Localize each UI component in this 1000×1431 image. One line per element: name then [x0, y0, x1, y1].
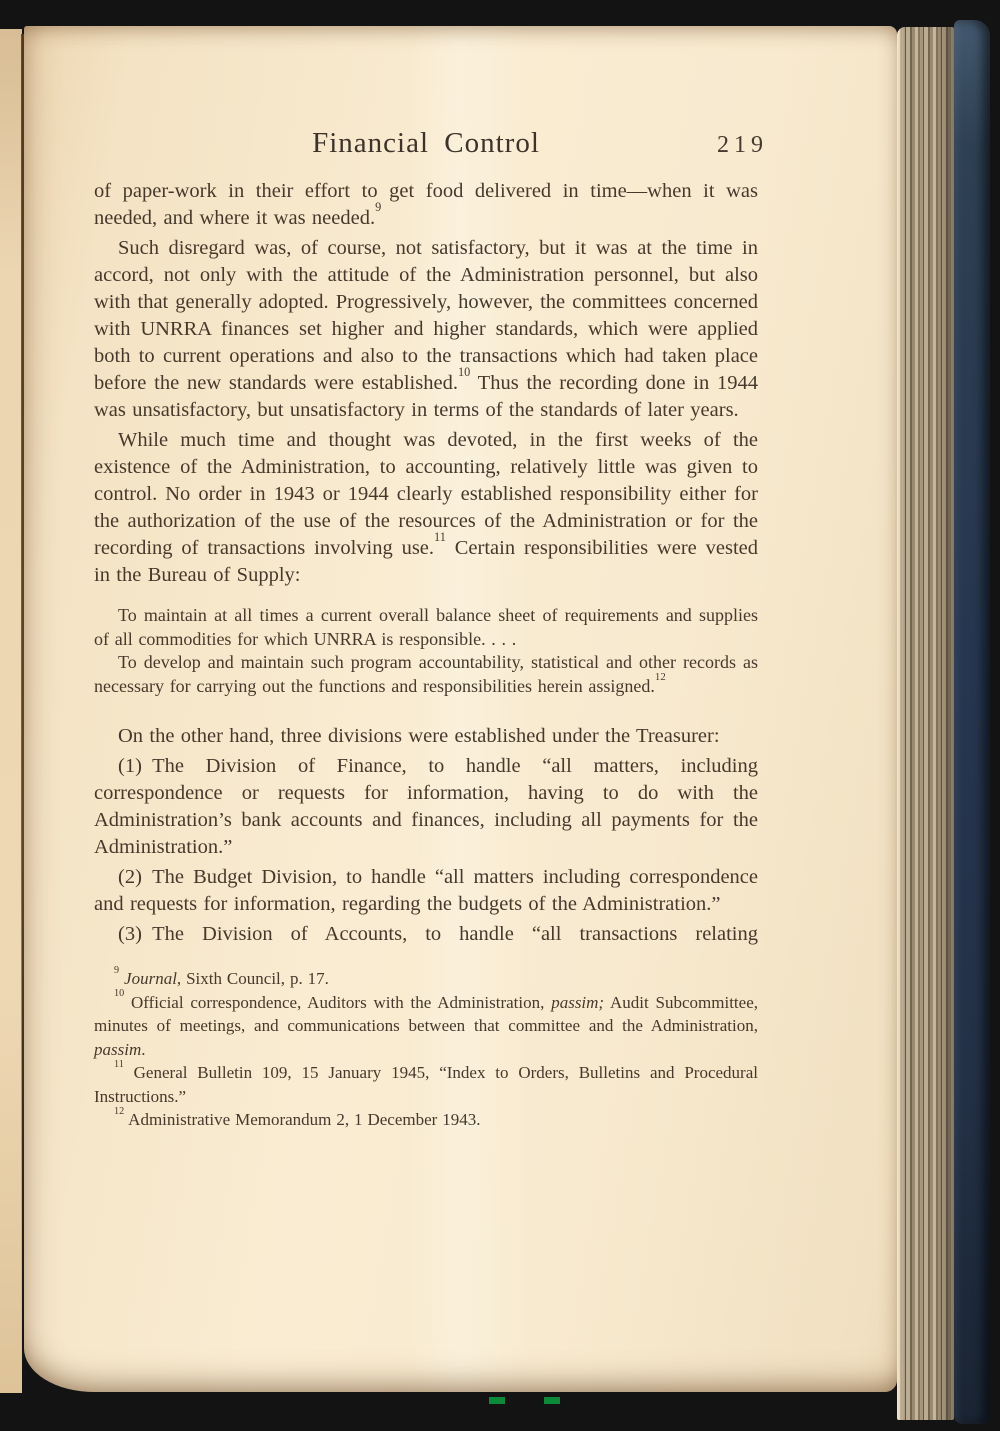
footnotes: [94, 964, 758, 1132]
body-paragraph: Such disregard was, of course, not satisfactory, but it was at the time in accord, not only with the attitude of the Administration personnel, but also with that generally adopted. Progressively, however, the committees concerned with UNRRA finances set higher and higher standards, which were applied both to current operations and also to the transactions which had taken place before the new standards were established.$^{10}$ Thus the recording done in 1944 was unsatisfactory, but unsatisfactory in terms of the standards of later years.: [94, 237, 758, 421]
body-paragraph: On the other hand, three divisions were established under the Treasurer:: [118, 725, 720, 747]
book-page-edges: [897, 27, 954, 1420]
book-page: [24, 26, 897, 1392]
footnote: $^{11}$ General Bulletin 109, 15 January 1945, “Index to Orders, Bulletins and Procedural Instructions.”: [94, 1058, 758, 1106]
block-quote-paragraph: To maintain at all times a current overall balance sheet of requirements and supplies of all commodities for which UNRRA is responsible. . . .: [94, 605, 758, 649]
body-paragraph: (1) The Division of Finance, to handle “all matters, including correspondence or requests for information, having to do with the Administration’s bank accounts and finances, including all payments for the Administration.”: [94, 755, 758, 858]
body-paragraphs: [94, 178, 758, 948]
page-title: Financial Control: [312, 127, 540, 159]
page-number: 219: [717, 132, 768, 158]
body-paragraph: (2) The Budget Division, to handle “all matters including correspondence and requests for information, regarding the budgets of the Administration.”: [94, 866, 758, 915]
page-content: [94, 26, 768, 1132]
footnote: $^9$ Journal, Sixth Council, p. 17.: [114, 964, 329, 988]
scanner-mark: [544, 1397, 560, 1404]
book-cover-edge: [954, 20, 990, 1424]
body-paragraph: of paper-work in their effort to get food delivered in time—when it was needed, and where it was needed.$^9$: [94, 180, 758, 229]
footnote: $^{12}$ Administrative Memorandum 2, 1 December 1943.: [114, 1105, 481, 1129]
underlying-page-edge: [0, 29, 22, 1393]
running-head: [94, 127, 768, 169]
block-quote-paragraph: To develop and maintain such program accountability, statistical and other records as necessary for carrying out the functions and responsibilities herein assigned.$^{12}$: [94, 652, 758, 696]
body-paragraph: While much time and thought was devoted, in the first weeks of the existence of the Administration, to accounting, relatively little was given to control. No order in 1943 or 1944 clearly established responsibility either for the authorization of the use of the resources of the Administration or for the recording of transactions involving use.$^{11}$ Certain responsibilities were vested in the Bureau of Supply:: [94, 429, 758, 586]
body-paragraph: (3) The Division of Accounts, to handle “all transactions relating: [118, 923, 758, 945]
scanner-mark: [489, 1397, 505, 1404]
footnote: $^{10}$ Official correspondence, Auditors with the Administration, passim; Audit Subcommittee, minutes of meetings, and communications between that committee and the Administration, passim.: [94, 988, 758, 1059]
